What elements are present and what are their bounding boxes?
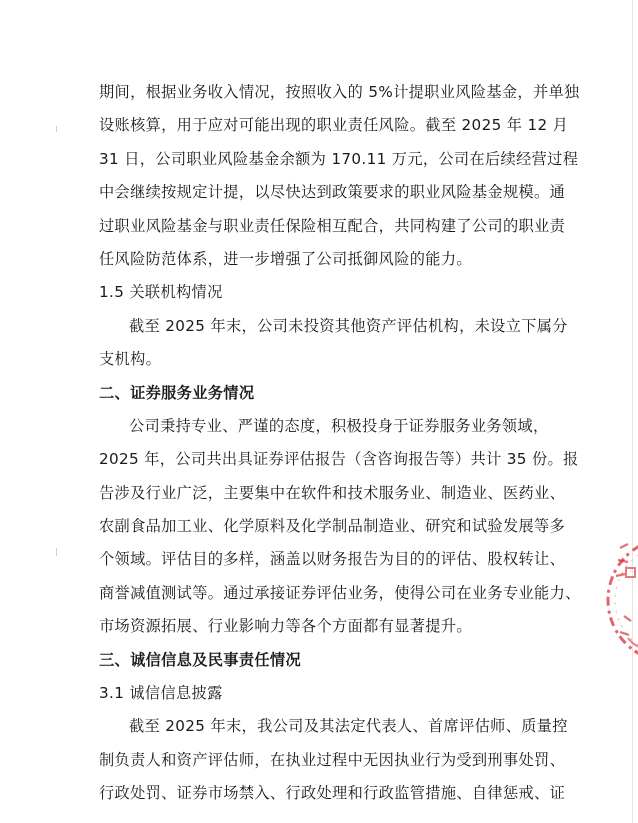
paragraph-line: 公司秉持专业、严谨的态度，积极投身于证券服务业务领域， [129,416,549,435]
seal-graphic [598,520,638,670]
paragraph-line: 设账核算，用于应对可能出现的职业责任风险。截至 2025 年 12 月 [99,116,569,135]
scan-edge-mark-top [56,126,57,132]
company-seal-stamp [598,520,638,670]
section-heading-1-5: 1.5 关联机构情况 [99,283,223,302]
paragraph-line: 农副食品加工业、化学原料及化学制品制造业、研究和试验发展等多 [99,517,566,536]
paragraph-line: 个领域。评估目的多样，涵盖以财务报告为目的的评估、股权转让、 [99,550,566,569]
paragraph-line: 截至 2025 年末，公司未投资其他资产评估机构，未设立下属分 [129,316,568,335]
paragraph-line: 任风险防范体系，进一步增强了公司抵御风险的能力。 [99,249,472,268]
paragraph-line: 截至 2025 年末，我公司及其法定代表人、首席评估师、质量控 [129,717,568,736]
paragraph-line: 中会继续按规定计提，以尽快达到政策要求的职业风险基金规模。通 [99,183,566,202]
section-heading-3: 三、诚信信息及民事责任情况 [99,650,301,669]
section-heading-2: 二、证券服务业务情况 [99,383,255,402]
section-heading-3-1: 3.1 诚信信息披露 [99,684,223,703]
body-text [99,76,581,811]
paragraph-line: 2025 年，公司共出具证券评估报告（含咨询报告等）共计 35 份。报 [99,450,579,469]
paragraph-line: 商誉减值测试等。通过承接证券评估业务，使得公司在业务专业能力、 [99,583,581,602]
paragraph-line: 告涉及行业广泛，主要集中在软件和技术服务业、制造业、医药业、 [99,483,566,502]
scan-edge-mark-mid [56,548,57,556]
paragraph-line: 31 日，公司职业风险基金余额为 170.11 万元，公司在后续经营过程 [99,149,579,168]
paragraph-line: 支机构。 [99,350,162,369]
paragraph-line: 市场资源拓展、行业影响力等各个方面都有显著提升。 [99,617,472,636]
paragraph-line: 过职业风险基金与职业责任保险相互配合，共同构建了公司的职业责 [99,216,566,235]
paragraph-line: 行政处罚、证券市场禁入、行政处理和行政监管措施、自律惩戒、证 [99,784,566,803]
scan-edge-mark-right [632,0,633,823]
paragraph-line: 制负责人和资产评估师，在执业过程中无因执业行为受到刑事处罚、 [99,750,566,769]
paragraph-line: 期间，根据业务收入情况，按照收入的 5%计提职业风险基金，并单独 [99,83,580,101]
